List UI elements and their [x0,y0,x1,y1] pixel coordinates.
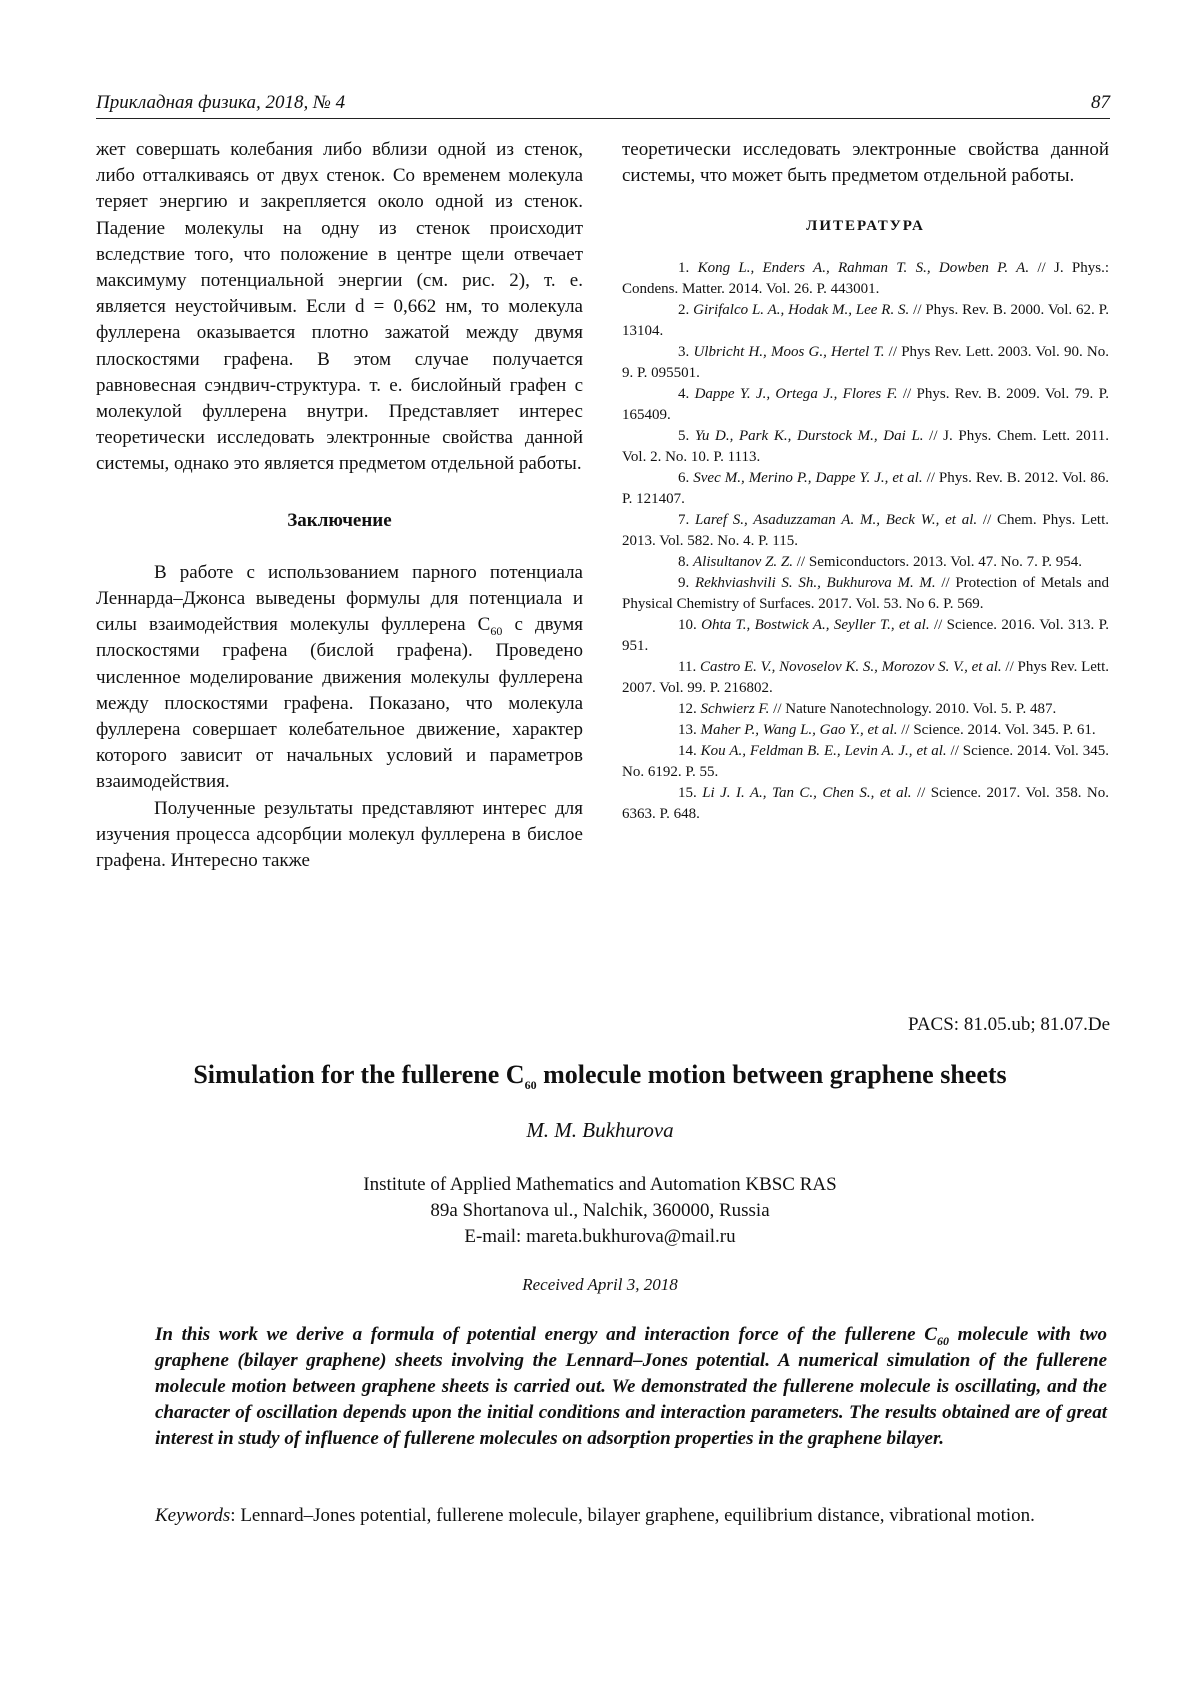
pacs-codes: PACS: 81.05.ub; 81.07.De [908,1014,1110,1035]
left-column [96,137,583,874]
english-title: Simulation for the fullerene $C_{60}$ molecule motion between graphene sheets [193,1060,1007,1093]
keywords: Keywords: Lennard–Jones potential, fullerene molecule, bilayer graphene, equilibrium distance, vibrational motion. [155,1505,1035,1526]
reference-item: 4. Dappe Y. J., Ortega J., Flores F. // Phys. Rev. B. 2009. Vol. 79. P. 165409. [622,385,1110,423]
affiliation [0,1172,1200,1250]
reference-item: 7. Laref S., Asaduzzaman A. M., Beck W., et al. // Chem. Phys. Lett. 2013. Vol. 582. No. 4. P. 115. [622,511,1110,549]
author-name: M. M. Bukhurova [526,1118,674,1142]
reference-item: 3. Ulbricht H., Moos G., Hertel T. // Phys Rev. Lett. 2003. Vol. 90. No. 9. P. 095501. [622,343,1109,381]
reference-item: 14. Kou A., Feldman B. E., Levin A. J., et al. // Science. 2014. Vol. 345. No. 6192. P. 55. [622,742,1109,780]
reference-item: 8. Alisultanov Z. Z. // Semiconductors. 2013. Vol. 47. No. 7. P. 954. [678,553,1083,570]
reference-item: 12. Schwierz F. // Nature Nanotechnology. 2010. Vol. 5. P. 487. [678,700,1057,717]
body-paragraph: Полученные результаты представляют интерес для изучения процесса адсорбции молекул фуллерена в бислое графена. Интересно также [96,797,583,872]
reference-item: 15. Li J. I. A., Tan C., Chen S., et al. // Science. 2017. Vol. 358. No. 6363. P. 648. [622,784,1109,822]
reference-item: 10. Ohta T., Bostwick A., Seyller T., et al. // Science. 2016. Vol. 313. P. 951. [622,616,1109,654]
body-paragraph: теоретически исследовать электронные свойства данной системы, что может быть предметом отдельной работы. [622,139,1109,187]
reference-item: 6. Svec M., Merino P., Dappe Y. J., et al. // Phys. Rev. B. 2012. Vol. 86. P. 121407. [622,469,1109,507]
reference-item: 13. Maher P., Wang L., Gao Y., et al. // Science. 2014. Vol. 345. P. 61. [678,721,1096,738]
reference-item: 1. Kong L., Enders A., Rahman T. S., Dowben P. A. // J. Phys.: Condens. Matter. 2014. Vol. 26. P. 443001. [622,259,1110,297]
body-paragraph: В работе с использованием парного потенциала Леннарда–Джонса выведены формулы для потенциала и силы взаимодействия молекулы фуллерена $С_{60}$ с двумя плоскостями графена (бислой графена). Проведено численное моделирование движения молекулы фуллерена между плоскостями графена. Показано, что молекула фуллерена совершает колебательное движение, характер которого зависит от начальных условий и параметров взаимодействия. [96,561,583,793]
conclusion-heading: Заключение [287,509,392,531]
keywords-label: Keywords [155,1505,231,1526]
affiliation-email: E-mail: mareta.bukhurova@mail.ru [464,1226,736,1247]
journal-name: Прикладная физика, 2018, № 4 [96,92,346,113]
reference-list [622,258,1109,825]
reference-item: 5. Yu D., Park K., Durstock M., Dai L. // J. Phys. Chem. Lett. 2011. Vol. 2. No. 10. P. 1113. [622,427,1109,465]
received-date: Received April 3, 2018 [522,1275,678,1294]
reference-item: 11. Castro E. V., Novoselov K. S., Morozov S. V., et al. // Phys Rev. Lett. 2007. Vol. 99. P. 216802. [622,658,1110,696]
reference-item: 9. Rekhviashvili S. Sh., Bukhurova M. M. // Protection of Metals and Physical Chemistry of Surfaces. 2017. Vol. 53. No 6. P. 569. [622,574,1110,612]
right-column [622,137,1109,825]
body-paragraph: жет совершать колебания либо вблизи одной из стенок, либо отталкиваясь от двух стенок. Со временем молекула теряет энергию и закрепляется около одной из стенок. Падение молекулы на одну из стенок происходит вследствие того, что положение в центре щели отвечает максимуму потенциальной энергии (см. рис. 2), т. е. является неустойчивым. Если d = 0,662 нм, то молекула фуллерена оказывается плотно зажатой между двумя плоскостями графена. В этом случае получается равновесная сэндвич-структура. т. е. бислойный графен с молекулой фуллерена внутри. Представляет интерес теоретически исследовать электронные свойства данной системы, однако это является предметом отдельной работы. [96,139,583,475]
reference-item: 2. Girifalco L. A., Hodak M., Lee R. S. // Phys. Rev. B. 2000. Vol. 62. P. 13104. [622,301,1110,339]
running-header [96,92,1110,119]
affiliation-institute: Institute of Applied Mathematics and Automation KBSC RAS [363,1174,837,1195]
literature-heading: ЛИТЕРАТУРА [806,218,925,235]
abstract: In this work we derive a formula of potential energy and interaction force of the fullerene $C_{60}$ molecule with two graphene (bilayer graphene) sheets involving the Lennard–Jones potential. A numerical simulation of the fullerene molecule motion between graphene sheets is carried out. We demonstrated the fullerene molecule is oscillating, and the character of oscillation depends upon the initial conditions and interaction parameters. The results obtained are of great interest in study of influence of fullerene molecules on adsorption properties in the graphene bilayer. [155,1324,1108,1449]
affiliation-address: 89a Shortanova ul., Nalchik, 360000, Russia [430,1200,770,1221]
page-number: 87 [1091,92,1110,113]
